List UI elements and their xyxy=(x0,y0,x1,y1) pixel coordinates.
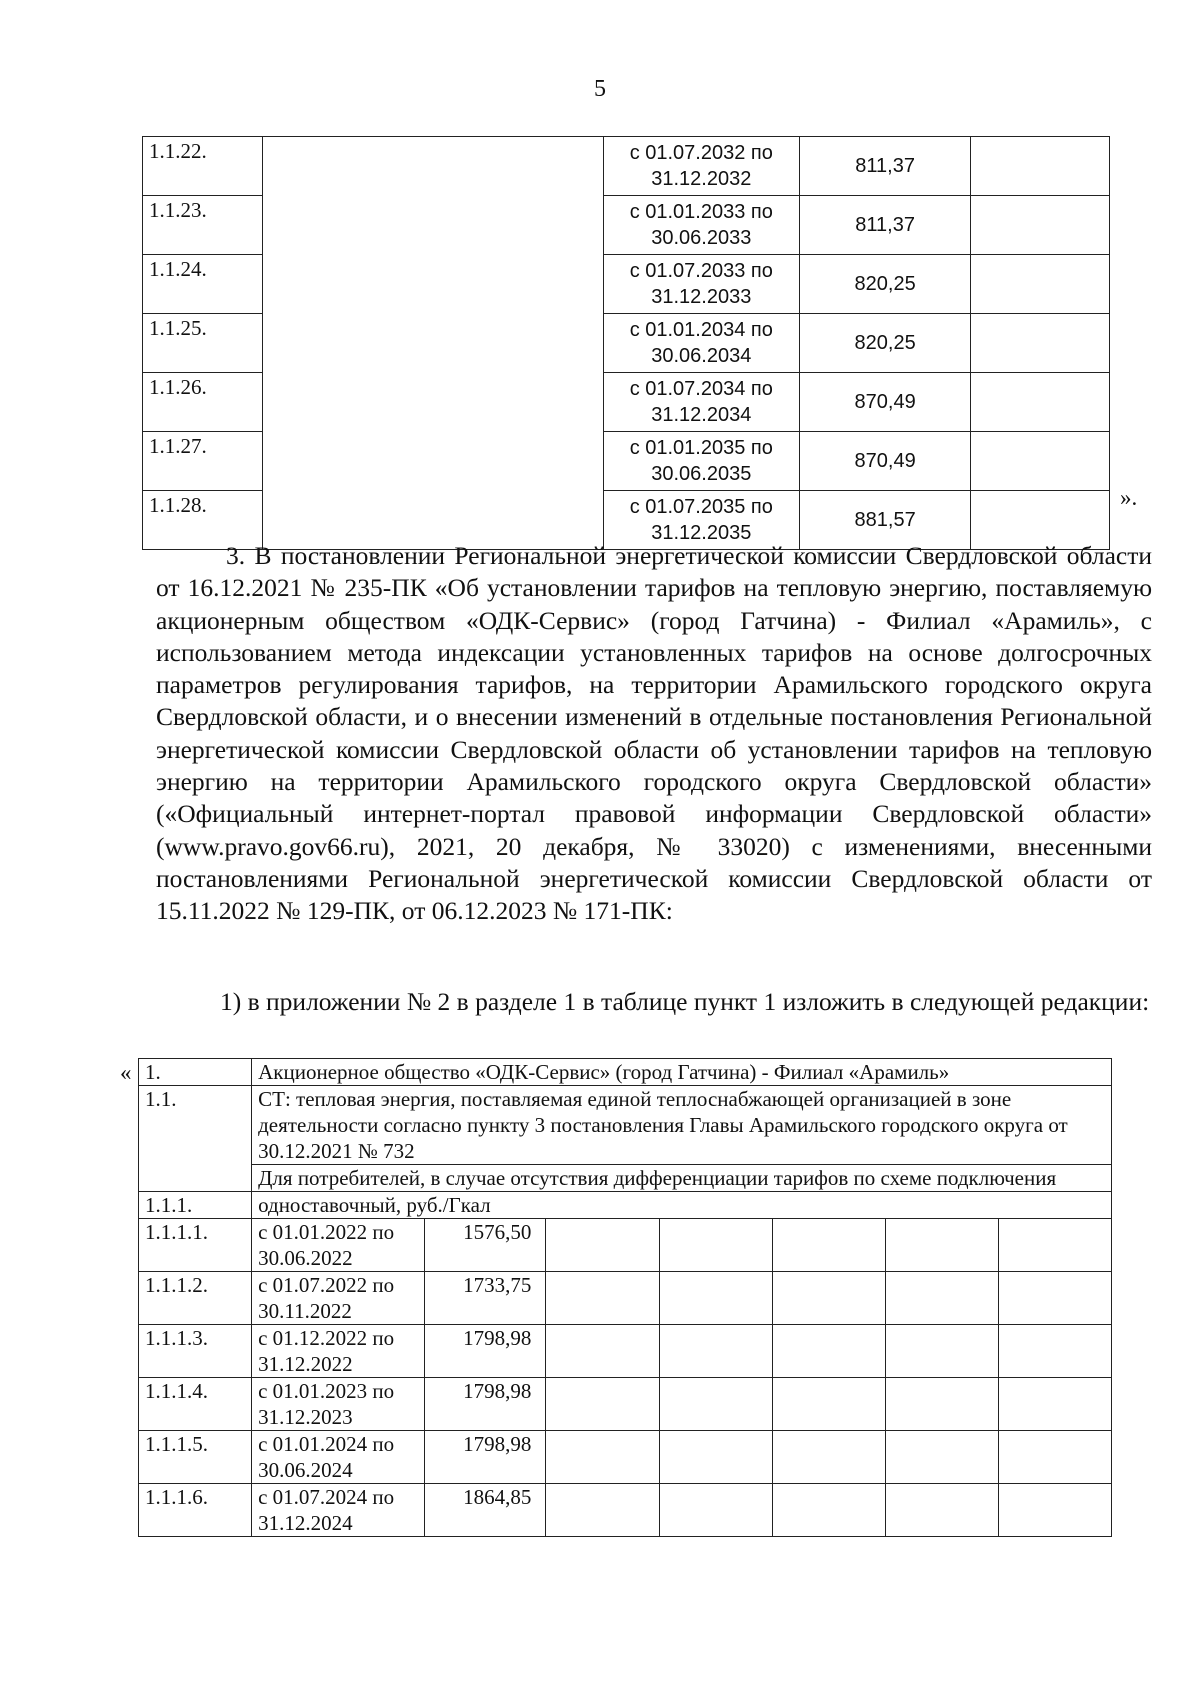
empty-cell xyxy=(971,373,1110,432)
empty-cell xyxy=(998,1272,1111,1325)
table-row xyxy=(143,432,1110,491)
table-row xyxy=(143,314,1110,373)
empty-cell xyxy=(659,1431,772,1484)
period-start: с 01.07.2024 по xyxy=(258,1485,395,1509)
tariff-value: 820,25 xyxy=(800,314,971,373)
blank-cell xyxy=(263,314,603,373)
table-row xyxy=(143,255,1110,314)
org-row xyxy=(139,1059,1112,1086)
table-row xyxy=(143,137,1110,196)
row-number: 1.1.24. xyxy=(143,255,263,314)
empty-cell xyxy=(885,1219,998,1272)
tariff-table-continued xyxy=(142,136,1110,550)
consumers-row xyxy=(139,1165,1112,1192)
period-start: с 01.07.2032 по xyxy=(629,142,773,164)
table-row xyxy=(139,1219,1112,1272)
period-start: с 01.01.2023 по xyxy=(258,1379,395,1403)
table-row xyxy=(143,373,1110,432)
empty-cell xyxy=(772,1219,885,1272)
period-start: с 01.01.2024 по xyxy=(258,1432,395,1456)
row-number: 1.1.1.4. xyxy=(139,1378,252,1431)
period-cell xyxy=(603,137,799,196)
tariff-value: 1798,98 xyxy=(425,1431,546,1484)
period-start: с 01.12.2022 по xyxy=(258,1326,395,1350)
empty-cell xyxy=(885,1431,998,1484)
tariff-value: 1864,85 xyxy=(425,1484,546,1537)
empty-cell xyxy=(971,314,1110,373)
period-end: 30.06.2033 xyxy=(651,227,752,249)
tariff-value: 820,25 xyxy=(800,255,971,314)
tariff-value: 1798,98 xyxy=(425,1325,546,1378)
empty-cell xyxy=(998,1484,1111,1537)
row-number: 1.1.1.5. xyxy=(139,1431,252,1484)
table-row xyxy=(139,1378,1112,1431)
empty-cell xyxy=(659,1272,772,1325)
blank-cell xyxy=(263,255,603,314)
table-row xyxy=(139,1325,1112,1378)
empty-cell xyxy=(659,1378,772,1431)
row-number: 1.1.22. xyxy=(143,137,263,196)
period-cell xyxy=(252,1431,425,1484)
row-number: 1.1.1.1. xyxy=(139,1219,252,1272)
org-name: Акционерное общество «ОДК-Сервис» (город Гатчина) - Филиал «Арамиль» xyxy=(252,1059,1112,1086)
row-number: 1.1.1.3. xyxy=(139,1325,252,1378)
empty-cell xyxy=(998,1219,1111,1272)
empty-cell xyxy=(546,1325,659,1378)
row-number: 1.1.1.2. xyxy=(139,1272,252,1325)
period-cell xyxy=(603,373,799,432)
row-number: 1.1.23. xyxy=(143,196,263,255)
empty-cell xyxy=(546,1378,659,1431)
empty-cell xyxy=(971,255,1110,314)
empty-cell xyxy=(885,1272,998,1325)
period-start: с 01.07.2022 по xyxy=(258,1273,395,1297)
period-end: 31.12.2032 xyxy=(651,168,752,190)
period-end: 30.06.2024 xyxy=(258,1458,353,1482)
rate-row xyxy=(139,1192,1112,1219)
table-row xyxy=(143,196,1110,255)
period-start: с 01.01.2034 по xyxy=(629,319,773,341)
row-number: 1.1.25. xyxy=(143,314,263,373)
period-end: 31.12.2035 xyxy=(651,522,752,544)
period-start: с 01.01.2022 по xyxy=(258,1220,395,1244)
period-cell xyxy=(252,1484,425,1537)
period-end: 30.11.2022 xyxy=(258,1299,352,1323)
period-end: 30.06.2034 xyxy=(651,345,752,367)
blank-cell xyxy=(263,373,603,432)
empty-cell xyxy=(998,1325,1111,1378)
empty-cell xyxy=(659,1484,772,1537)
period-end: 31.12.2024 xyxy=(258,1511,353,1535)
row-number: 1.1.26. xyxy=(143,373,263,432)
org-num: 1. xyxy=(139,1059,252,1086)
row-number: 1.1.1.6. xyxy=(139,1484,252,1537)
period-start: с 01.01.2035 по xyxy=(629,437,773,459)
rate-num: 1.1.1. xyxy=(139,1192,252,1219)
empty-cell xyxy=(971,196,1110,255)
empty-cell xyxy=(772,1325,885,1378)
tariff-value: 811,37 xyxy=(800,196,971,255)
period-end: 31.12.2023 xyxy=(258,1405,353,1429)
paragraph-item-1: 1) в приложении № 2 в разделе 1 в таблице пункт 1 изложить в следующей редакции: xyxy=(220,987,1150,1016)
tariff-value: 870,49 xyxy=(800,373,971,432)
tariff-value: 1798,98 xyxy=(425,1378,546,1431)
period-cell xyxy=(603,255,799,314)
empty-cell xyxy=(546,1219,659,1272)
table-row xyxy=(139,1484,1112,1537)
empty-cell xyxy=(546,1272,659,1325)
st-row xyxy=(139,1086,1112,1165)
blank-cell xyxy=(263,137,603,196)
rate-text: одноставочный, руб./Гкал xyxy=(252,1192,1112,1219)
period-end: 31.12.2033 xyxy=(651,286,752,308)
period-cell xyxy=(603,314,799,373)
table-row xyxy=(139,1272,1112,1325)
empty-cell xyxy=(998,1431,1111,1484)
empty-cell xyxy=(971,137,1110,196)
tariff-value: 870,49 xyxy=(800,432,971,491)
empty-cell xyxy=(885,1378,998,1431)
page-number: 5 xyxy=(594,76,606,102)
closing-quote: ». xyxy=(1120,485,1138,510)
tariff-value: 811,37 xyxy=(800,137,971,196)
empty-cell xyxy=(546,1484,659,1537)
empty-cell xyxy=(772,1431,885,1484)
row-number: 1.1.28. xyxy=(143,491,263,550)
period-cell xyxy=(603,432,799,491)
tariff-table-new xyxy=(138,1058,1112,1537)
tariff-value: 1576,50 xyxy=(425,1219,546,1272)
period-end: 31.12.2022 xyxy=(258,1352,353,1376)
opening-quote: « xyxy=(120,1060,132,1085)
period-cell xyxy=(603,196,799,255)
blank-cell xyxy=(263,432,603,491)
period-end: 30.06.2022 xyxy=(258,1246,353,1270)
period-end: 30.06.2035 xyxy=(651,463,752,485)
paragraph-3: 3. В постановлении Региональной энергетической комиссии Свердловской области от 16.12.2021 № 235-ПК «Об установлении тарифов на тепловую энергию, поставляемую акционерным обществом «ОДК-Сервис» (город Гатчина) - Филиал «Арамиль», с использованием метода индексации установленных тарифов на основе долгосрочных параметров регулирования тарифов, на территории Арамильского городского округа Свердловской области, и о внесении изменений в отдельные постановления Региональной энергетической комиссии Свердловской области об установлении тарифов на тепловую энергию на территории Арамильского городского округа Свердловской области» («Официальный интернет-портал правовой информации Свердловской области» (www.pravo.gov66.ru), 2021, 20 декабря, № 33020) с изменениями, внесенными постановлениями Региональной энергетической комиссии Свердловской области от 15.11.2022 № 129-ПК, от 06.12.2023 № 171-ПК: xyxy=(156,541,1152,926)
period-start: с 01.07.2033 по xyxy=(629,260,773,282)
empty-cell xyxy=(659,1219,772,1272)
period-cell xyxy=(252,1325,425,1378)
consumers-text: Для потребителей, в случае отсутствия дифференциации тарифов по схеме подключения xyxy=(252,1165,1112,1192)
st-text: СТ: тепловая энергия, поставляемая единой теплоснабжающей организацией в зоне деятельности согласно пункту 3 постановления Главы Арамильского городского округа от 30.12.2021 № 732 xyxy=(252,1086,1112,1165)
empty-cell xyxy=(659,1325,772,1378)
row-number: 1.1.27. xyxy=(143,432,263,491)
period-start: с 01.07.2035 по xyxy=(629,496,773,518)
blank-cell xyxy=(263,196,603,255)
empty-cell xyxy=(772,1378,885,1431)
empty-cell xyxy=(772,1484,885,1537)
table-row xyxy=(139,1431,1112,1484)
tariff-value: 1733,75 xyxy=(425,1272,546,1325)
empty-cell xyxy=(885,1484,998,1537)
period-cell xyxy=(252,1378,425,1431)
period-cell xyxy=(252,1272,425,1325)
empty-cell xyxy=(971,432,1110,491)
st-num: 1.1. xyxy=(139,1086,252,1192)
period-end: 31.12.2034 xyxy=(651,404,752,426)
tariff-value: 881,57 xyxy=(800,491,971,550)
empty-cell xyxy=(772,1272,885,1325)
period-start: с 01.07.2034 по xyxy=(629,378,773,400)
period-start: с 01.01.2033 по xyxy=(629,201,773,223)
empty-cell xyxy=(546,1431,659,1484)
empty-cell xyxy=(885,1325,998,1378)
period-cell xyxy=(252,1219,425,1272)
empty-cell xyxy=(998,1378,1111,1431)
